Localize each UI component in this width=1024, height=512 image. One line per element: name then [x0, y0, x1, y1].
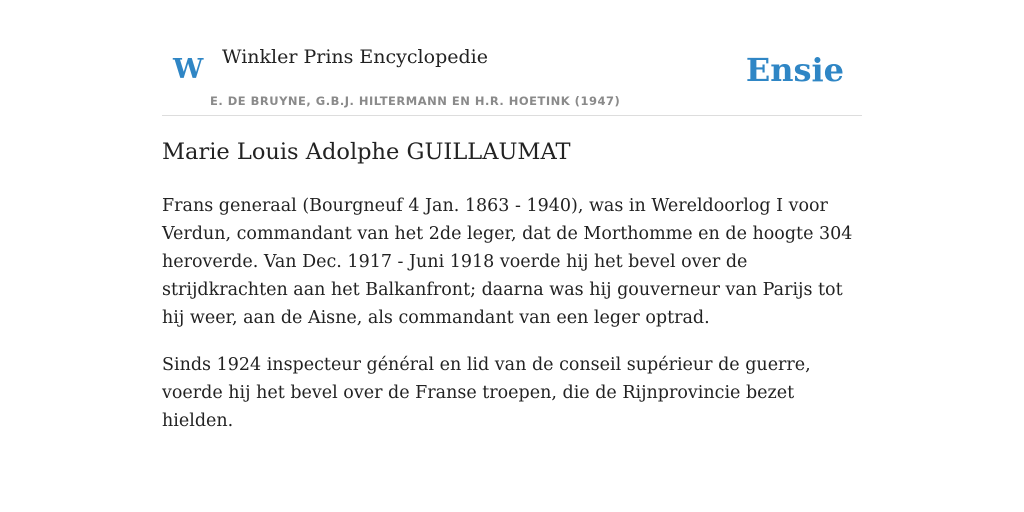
- winkler-prins-logo: W: [173, 54, 204, 85]
- article-paragraph: Frans generaal (Bourgneuf 4 Jan. 1863 - 1940), was in Wereldoorlog I voor Verdun, commandant van het 2de leger, dat de Morthomme en de hoogte 304 heroverde. Van Dec. 1917 - Juni 1918 voerde hij het bevel over de strijdkrachten aan het Balkanfront; daarna was hij gouverneur van Parijs tot hij weer, aan de Aisne, als commandant van een leger optrad.: [162, 196, 853, 328]
- article-body: [162, 192, 862, 454]
- source-title: Winkler Prins Encyclopedie: [222, 46, 488, 68]
- article-title: Marie Louis Adolphe GUILLAUMAT: [162, 139, 571, 165]
- source-header: [162, 40, 862, 116]
- source-authors: E. DE BRUYNE, G.B.J. HILTERMANN EN H.R. HOETINK (1947): [210, 94, 621, 108]
- ensie-logo-link[interactable]: Ensie: [745, 51, 844, 89]
- article-paragraph: Sinds 1924 inspecteur général en lid van de conseil supérieur de guerre, voerde hij het bevel over de Franse troepen, die de Rijnprovincie bezet hielden.: [162, 355, 811, 431]
